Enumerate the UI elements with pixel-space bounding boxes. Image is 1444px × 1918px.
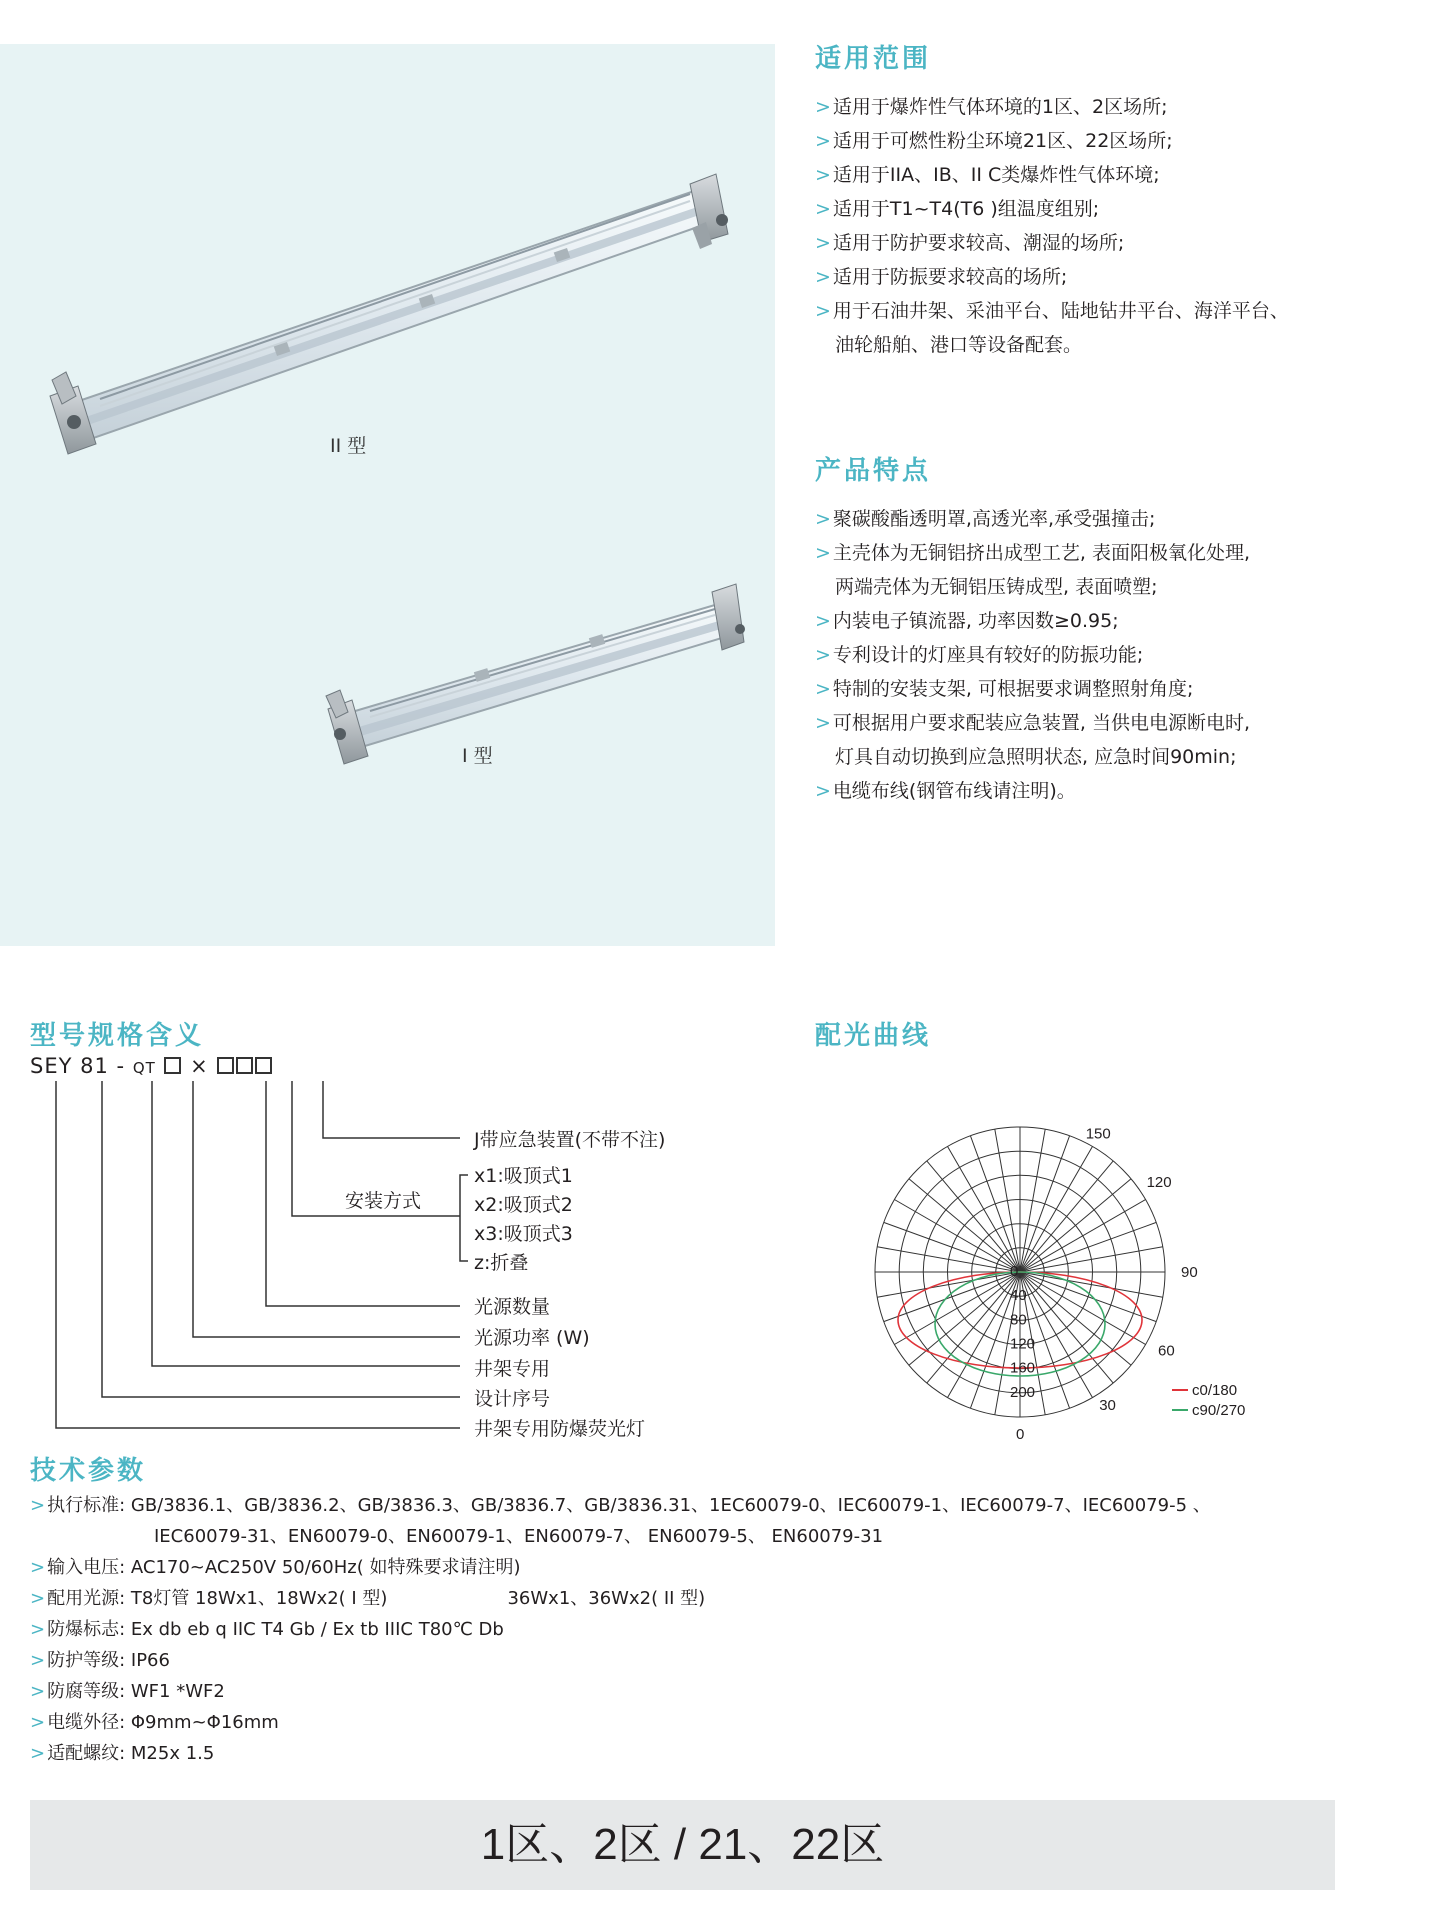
tech-item-text: 电缆外径: Φ9mm~Φ16mm [47, 1712, 279, 1733]
bullet-arrow-icon: > [815, 610, 831, 632]
tech-item [30, 1614, 1211, 1645]
light-curve-title: 配光曲线 [815, 1021, 932, 1051]
code-qt: QT [132, 1059, 156, 1077]
scope-item-text: 适用于爆炸性气体环境的1区、2区场所; [832, 96, 1168, 118]
label-product: 井架专用防爆荧光灯 [474, 1418, 646, 1440]
feature-item-text: 特制的安装支架, 可根据要求调整照射角度; [832, 678, 1194, 700]
bullet-arrow-icon: > [30, 1743, 46, 1764]
bullet-arrow-icon: > [815, 164, 831, 186]
feature-item [815, 502, 1250, 536]
tech-item-text: 适配螺纹: M25x 1.5 [47, 1743, 215, 1764]
label-x2: x2:吸顶式2 [474, 1194, 573, 1216]
code-series: 81 [80, 1054, 109, 1078]
bullet-arrow-icon: > [815, 644, 831, 666]
bullet-arrow-icon: > [815, 266, 831, 288]
code-box-power [164, 1057, 181, 1074]
label-design-no: 设计序号 [474, 1388, 551, 1410]
polar-angle-label: 0 [1016, 1426, 1025, 1440]
bullet-arrow-icon: > [815, 232, 831, 254]
tech-item-text: 防爆标志: Ex db eb q IIC T4 Gb / Ex tb IIIC T80℃ Db [47, 1619, 504, 1640]
feature-item-text: 电缆布线(钢管布线请注明)。 [832, 780, 1076, 802]
tech-list [30, 1490, 1211, 1769]
bullet-arrow-icon: > [815, 780, 831, 802]
code-box-count [217, 1057, 234, 1074]
product-photo-panel [0, 44, 775, 946]
legend-label: c90/270 [1192, 1402, 1246, 1419]
features-list [815, 502, 1250, 808]
label-install-method: 安装方式 [345, 1190, 422, 1212]
tech-item [30, 1552, 1211, 1583]
lamp-type1-label: I 型 [462, 745, 493, 767]
lamp-type2-label: II 型 [330, 435, 367, 457]
bullet-arrow-icon: > [815, 678, 831, 700]
label-lamp-count: 光源数量 [474, 1296, 551, 1318]
label-derrick: 井架专用 [474, 1358, 551, 1380]
code-prefix: SEY [30, 1054, 73, 1078]
feature-item-continuation: 两端壳体为无铜铝压铸成型, 表面喷塑; [835, 576, 1158, 598]
tech-item [30, 1676, 1211, 1707]
polar-radial-label: 160 [1010, 1359, 1036, 1377]
scope-item-continuation: 油轮船舶、港口等设备配套。 [835, 334, 1083, 356]
scope-title: 适用范围 [815, 44, 932, 74]
feature-item [815, 536, 1250, 570]
scope-item [815, 294, 1289, 328]
lamp-type1-image [326, 584, 745, 764]
lamp-illustration [0, 44, 775, 946]
polar-angle-label: 120 [1146, 1173, 1172, 1191]
bullet-arrow-icon: > [30, 1650, 46, 1671]
tech-title: 技术参数 [30, 1456, 147, 1486]
code-dash: - [116, 1054, 126, 1078]
bullet-arrow-icon: > [30, 1619, 46, 1640]
scope-item-text: 适用于IIA、IB、II C类爆炸性气体环境; [832, 164, 1160, 186]
scope-item-text: 适用于可燃性粉尘环境21区、22区场所; [832, 130, 1173, 152]
polar-radial-label: 40 [1010, 1287, 1027, 1305]
scope-item-text: 适用于防振要求较高的场所; [832, 266, 1068, 288]
bullet-arrow-icon: > [815, 96, 831, 118]
features-title: 产品特点 [815, 456, 932, 486]
scope-item [815, 90, 1289, 124]
tech-item-text: 防护等级: IP66 [47, 1650, 170, 1671]
feature-item-text: 可根据用户要求配装应急装置, 当供电电源断电时, [832, 712, 1251, 734]
tech-item [30, 1583, 1211, 1614]
label-x3: x3:吸顶式3 [474, 1223, 573, 1245]
model-title: 型号规格含义 [30, 1021, 205, 1051]
feature-item [815, 774, 1250, 808]
tech-item [30, 1490, 1211, 1521]
code-box-install [236, 1057, 253, 1074]
feature-item-text: 内装电子镇流器, 功率因数≥0.95; [832, 610, 1119, 632]
bullet-arrow-icon: > [815, 508, 831, 530]
scope-item-text: 适用于T1~T4(T6 )组温度组别; [832, 198, 1100, 220]
feature-item-text: 主壳体为无铜铝挤出成型工艺, 表面阳极氧化处理, [832, 542, 1251, 564]
polar-angle-label: 30 [1099, 1397, 1116, 1415]
bullet-arrow-icon: > [815, 712, 831, 734]
tech-item [30, 1738, 1211, 1769]
bullet-arrow-icon: > [815, 542, 831, 564]
bullet-arrow-icon: > [30, 1681, 46, 1702]
scope-item-text: 用于石油井架、采油平台、陆地钻井平台、海洋平台、 [832, 300, 1289, 322]
scope-item [815, 226, 1289, 260]
feature-item-text: 聚碳酸酯透明罩,高透光率,承受强撞击; [832, 508, 1156, 530]
code-times: × [190, 1054, 209, 1078]
tech-item [30, 1645, 1211, 1676]
label-z: z:折叠 [474, 1252, 529, 1274]
feature-item [815, 672, 1250, 706]
polar-angle-label: 90 [1181, 1264, 1198, 1281]
zones-footer: 1区、2区 / 21、22区 [30, 1800, 1335, 1890]
lamp-type2-image [50, 174, 728, 454]
polar-radial-label: 120 [1010, 1335, 1036, 1353]
scope-item [815, 192, 1289, 226]
tech-item-text: 配用光源: T8灯管 18Wx1、18Wx2( I 型) [47, 1588, 388, 1609]
bullet-arrow-icon: > [30, 1495, 46, 1516]
label-emergency: J带应急装置(不带不注) [474, 1129, 666, 1151]
bullet-arrow-icon: > [815, 198, 831, 220]
bullet-arrow-icon: > [30, 1712, 46, 1733]
scope-item [815, 124, 1289, 158]
feature-item [815, 638, 1250, 672]
feature-item-continuation: 灯具自动切换到应急照明状态, 应急时间90min; [835, 746, 1237, 768]
polar-radial-label: 80 [1010, 1311, 1027, 1329]
tech-item-text: 防腐等级: WF1 *WF2 [47, 1681, 225, 1702]
label-x1: x1:吸顶式1 [474, 1165, 573, 1187]
bullet-arrow-icon: > [30, 1588, 46, 1609]
bullet-arrow-icon: > [815, 300, 831, 322]
tech-item-text: 执行标准: GB/3836.1、GB/3836.2、GB/3836.3、GB/3836.7、GB/3836.31、1EC60079-0、IEC60079-1、IEC60079-7、IEC60079-5 、 [47, 1495, 1211, 1516]
polar-angle-label: 150 [1085, 1125, 1111, 1143]
scope-list [815, 90, 1289, 362]
tech-item-text: 输入电压: AC170~AC250V 50/60Hz( 如特殊要求请注明) [47, 1557, 521, 1578]
code-box-emergency [255, 1057, 272, 1074]
tech-item-continuation: IEC60079-31、EN60079-0、EN60079-1、EN60079-7、 EN60079-5、 EN60079-31 [154, 1526, 884, 1547]
polar-radial-label: 200 [1010, 1383, 1036, 1401]
bullet-arrow-icon: > [815, 130, 831, 152]
feature-item [815, 604, 1250, 638]
legend-label: c0/180 [1192, 1382, 1238, 1399]
tech-item-extra: 36Wx1、36Wx2( II 型) [507, 1588, 706, 1609]
feature-item-text: 专利设计的灯座具有较好的防振功能; [832, 644, 1144, 666]
polar-angle-label: 60 [1158, 1342, 1175, 1360]
polar-diagram [860, 1100, 1320, 1440]
feature-item [815, 706, 1250, 740]
bullet-arrow-icon: > [30, 1557, 46, 1578]
label-lamp-power: 光源功率 (W) [474, 1327, 590, 1349]
scope-item [815, 158, 1289, 192]
tech-item [30, 1707, 1211, 1738]
scope-item [815, 260, 1289, 294]
polar-radial-label: 0 [1010, 1263, 1019, 1280]
scope-item-text: 适用于防护要求较高、潮湿的场所; [832, 232, 1125, 254]
